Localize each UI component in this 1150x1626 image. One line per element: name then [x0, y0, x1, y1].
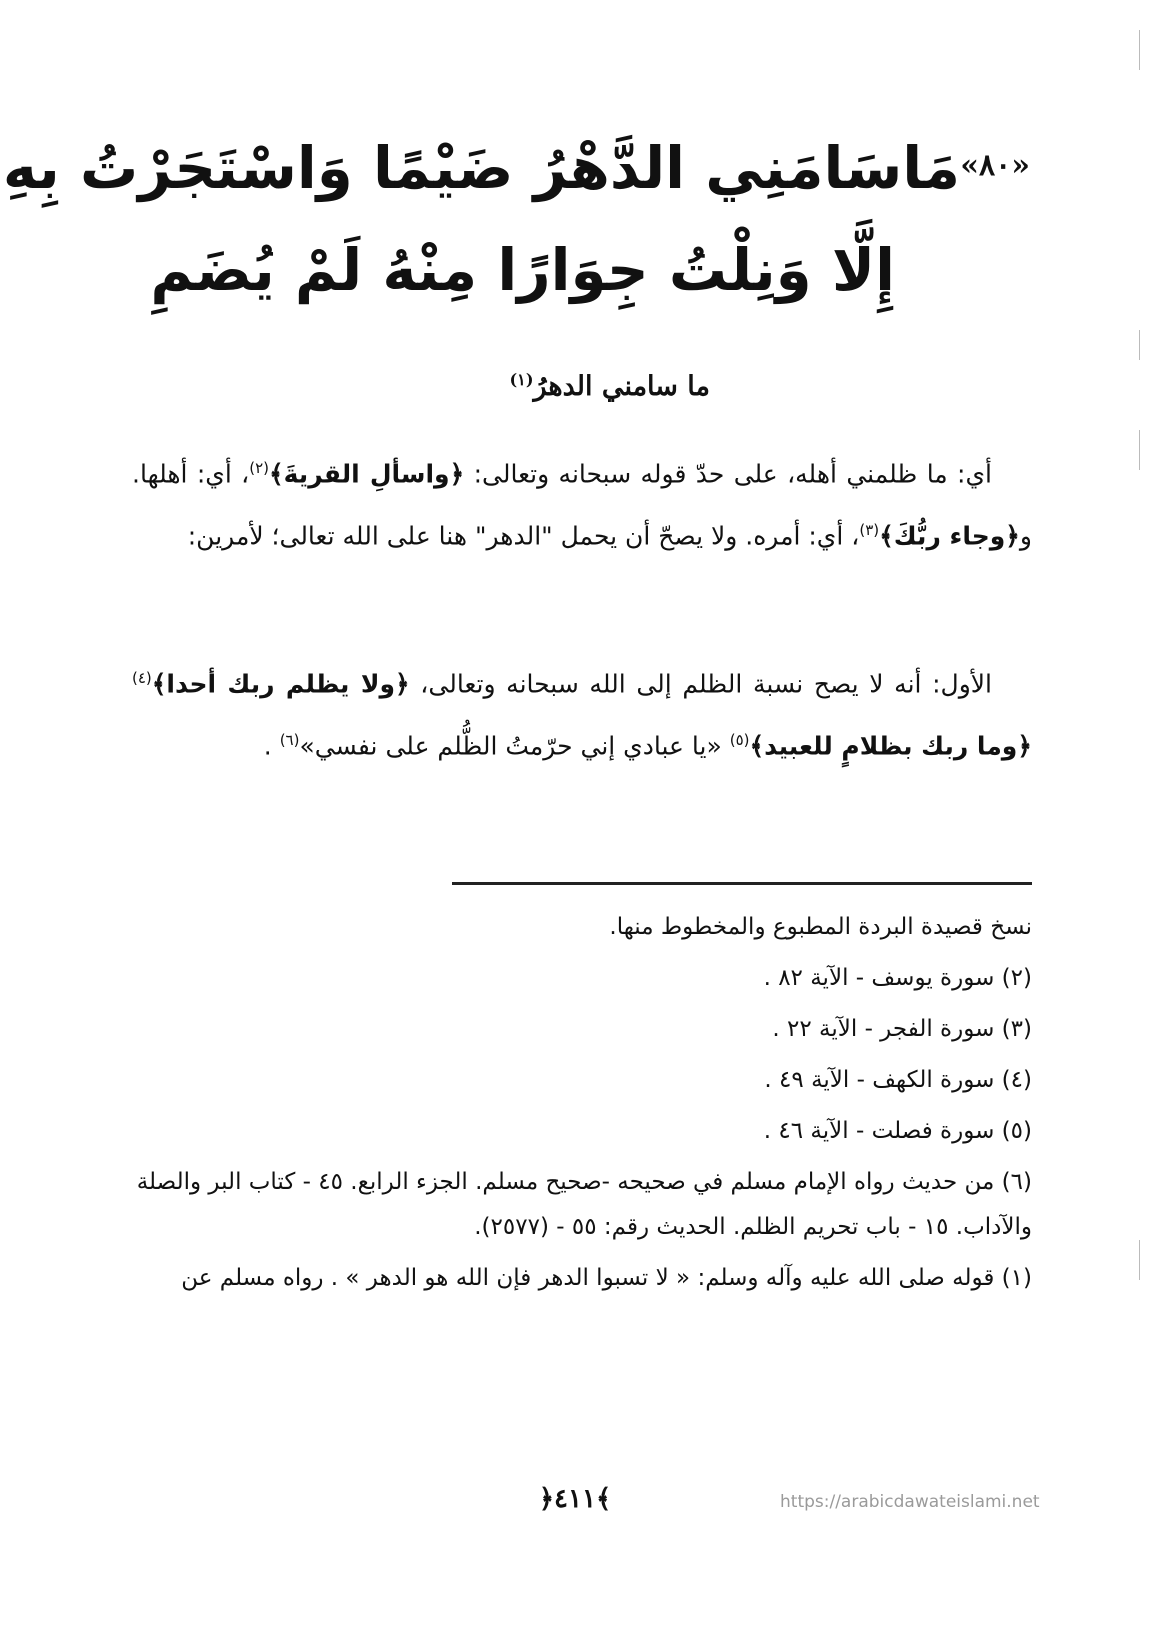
verse-number: «٨٠» [960, 148, 1030, 183]
footnote-item: (١) قوله صلى الله عليه وآله وسلم: « لا تسبوا الدهر فإن الله هو الدهر » . رواه مسلم عن [181, 1265, 1032, 1291]
verse-second-hemistich: إِلَّا وَنِلْتُ جِوَارًا مِنْهُ لَمْ يُضَمِ [150, 236, 895, 304]
quran-quote: ﴿واسألِ القريةَ﴾ [269, 459, 465, 489]
paragraph-text: . [263, 731, 280, 761]
quran-quote: ﴿وجاء ربُّكَ﴾ [879, 521, 1020, 551]
paragraph-text: ، أي: أمره. ولا يصحّ أن يحمل "الدهر" هنا على الله تعالى؛ لأمرين: [187, 521, 860, 551]
verse-first-hemistich: مَاسَامَنِي الدَّهْرُ ضَيْمًا وَاسْتَجَرْتُ بِهِ [2, 134, 960, 202]
section-heading [509, 370, 710, 402]
footnote-ref: (٤) [132, 669, 152, 687]
poem-verse [2, 118, 1030, 348]
paragraph-text: أي: ما ظلمني أهله، على حدّ قوله سبحانه وتعالى: [464, 459, 992, 489]
page-number: ﴿٤١١﴾ [538, 1484, 612, 1514]
footnote-ref: (٦) [279, 731, 300, 750]
paragraph-explanation [132, 440, 1032, 565]
paragraph-first-reason [132, 650, 1032, 775]
paragraph-text: ، أي: أهلها. و [132, 459, 1032, 551]
watermark-url: https://arabicdawateislami.net [780, 1492, 1040, 1512]
footnote-ref: (٣) [859, 521, 880, 540]
footnote-item: (٥) سورة فصلت - الآية ٤٦ . [763, 1118, 1032, 1144]
footnote-divider [452, 882, 1032, 885]
quran-quote: ﴿وما ربك بظلامٍ للعبيد﴾ [749, 731, 1032, 761]
footnotes [132, 905, 1032, 1307]
footnote-item: (٤) سورة الكهف - الآية ٤٩ . [764, 1067, 1032, 1093]
footnote-item: (٣) سورة الفجر - الآية ٢٢ . [772, 1016, 1032, 1042]
footnote-item: نسخ قصيدة البردة المطبوع والمخطوط منها. [609, 914, 1032, 940]
footnote-item: (٦) من حديث رواه الإمام مسلم في صحيحه -صحيح مسلم. الجزء الرابع. ٤٥ - كتاب البر والصلة والآداب. ١٥ - باب تحريم الظلم. الحديث رقم: ٥٥ - (٢٥٧٧). [136, 1169, 1032, 1240]
paragraph-text: الأول: أنه لا يصح نسبة الظلم إلى الله سبحانه وتعالى، [409, 669, 992, 699]
hadith-quote: «يا عبادي إني حرّمتُ الظُّلم على نفسي» [299, 731, 730, 761]
scan-edge-marks [1136, 0, 1140, 1626]
quran-quote: ﴿ولا يظلم ربك أحدا﴾ [151, 669, 410, 699]
heading-text: ما سامني الدهرُ [533, 371, 710, 402]
footnote-ref: (١) [509, 370, 534, 389]
footnote-item: (٢) سورة يوسف - الآية ٨٢ . [763, 965, 1032, 991]
footnote-ref: (٢) [249, 459, 269, 477]
footnote-ref: (٥) [729, 731, 750, 750]
